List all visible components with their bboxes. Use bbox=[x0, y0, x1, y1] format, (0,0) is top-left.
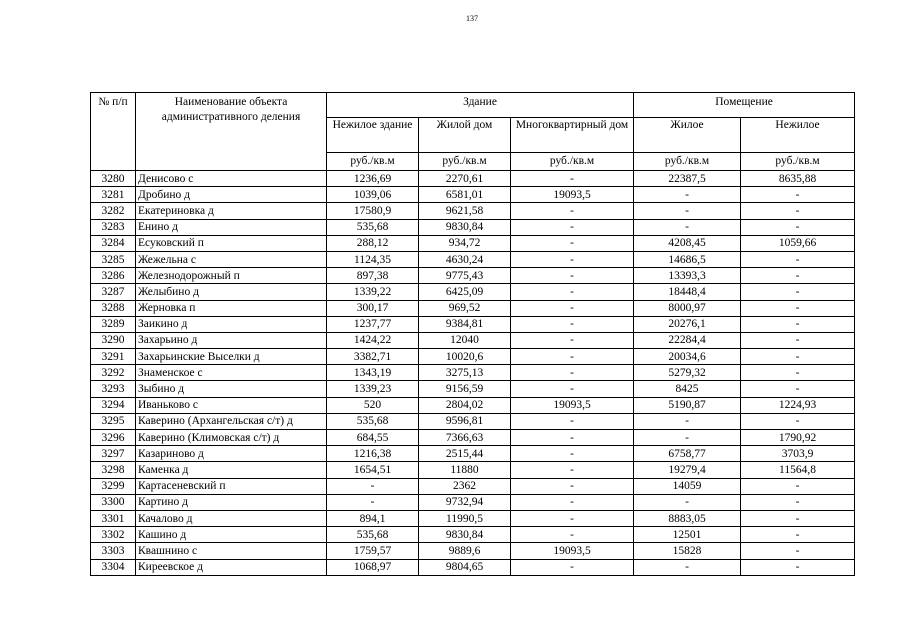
row-number: 3283 bbox=[91, 219, 136, 235]
residential-premises-value: 20034,6 bbox=[634, 349, 741, 365]
nonresidential-premises-value: - bbox=[741, 478, 855, 494]
settlement-name: Знаменское с bbox=[136, 365, 327, 381]
apartment-building-value: - bbox=[511, 478, 634, 494]
settlement-name: Екатериновка д bbox=[136, 203, 327, 219]
residential-house-value: 6425,09 bbox=[419, 284, 511, 300]
header-group-premises: Помещение bbox=[634, 93, 855, 118]
nonresidential-premises-value: 8635,88 bbox=[741, 171, 855, 187]
table-row bbox=[91, 251, 855, 267]
nonresidential-building-value: 1068,97 bbox=[327, 559, 419, 575]
apartment-building-value: - bbox=[511, 251, 634, 267]
row-number: 3299 bbox=[91, 478, 136, 494]
apartment-building-value: - bbox=[511, 284, 634, 300]
header-residential-premises: Жилое bbox=[634, 118, 741, 153]
nonresidential-premises-value: 3703,9 bbox=[741, 446, 855, 462]
table-row bbox=[91, 430, 855, 446]
nonresidential-building-value: 1339,23 bbox=[327, 381, 419, 397]
residential-premises-value: 12501 bbox=[634, 527, 741, 543]
nonresidential-premises-value: - bbox=[741, 543, 855, 559]
nonresidential-premises-value: 1790,92 bbox=[741, 430, 855, 446]
nonresidential-premises-value: - bbox=[741, 203, 855, 219]
residential-house-value: 11990,5 bbox=[419, 510, 511, 526]
residential-house-value: 2270,61 bbox=[419, 171, 511, 187]
settlement-name: Кашино д bbox=[136, 527, 327, 543]
settlement-name: Енино д bbox=[136, 219, 327, 235]
settlement-name: Желыбино д bbox=[136, 284, 327, 300]
row-number: 3300 bbox=[91, 494, 136, 510]
residential-premises-value: 20276,1 bbox=[634, 316, 741, 332]
table-row bbox=[91, 543, 855, 559]
table-row bbox=[91, 203, 855, 219]
table-row bbox=[91, 349, 855, 365]
nonresidential-building-value: 1124,35 bbox=[327, 251, 419, 267]
settlement-name: Качалово д bbox=[136, 510, 327, 526]
nonresidential-building-value: 684,55 bbox=[327, 430, 419, 446]
nonresidential-building-value: 1759,57 bbox=[327, 543, 419, 559]
table-row bbox=[91, 397, 855, 413]
row-number: 3288 bbox=[91, 300, 136, 316]
settlement-name: Каверино (Архангельская с/т) д bbox=[136, 413, 327, 429]
header-name: Наименование объекта административного деления bbox=[136, 93, 327, 171]
row-number: 3298 bbox=[91, 462, 136, 478]
settlement-name: Жежельна с bbox=[136, 251, 327, 267]
residential-premises-value: 13393,3 bbox=[634, 268, 741, 284]
residential-house-value: 3275,13 bbox=[419, 365, 511, 381]
nonresidential-building-value: 894,1 bbox=[327, 510, 419, 526]
settlement-name: Есуковский п bbox=[136, 235, 327, 251]
residential-house-value: 9889,6 bbox=[419, 543, 511, 559]
row-number: 3290 bbox=[91, 332, 136, 348]
row-number: 3304 bbox=[91, 559, 136, 575]
apartment-building-value: - bbox=[511, 171, 634, 187]
row-number: 3287 bbox=[91, 284, 136, 300]
row-number: 3284 bbox=[91, 235, 136, 251]
residential-premises-value: 14686,5 bbox=[634, 251, 741, 267]
page-number: 137 bbox=[466, 14, 478, 23]
residential-house-value: 9596,81 bbox=[419, 413, 511, 429]
nonresidential-premises-value: - bbox=[741, 510, 855, 526]
residential-premises-value: - bbox=[634, 187, 741, 203]
table-row bbox=[91, 462, 855, 478]
nonresidential-building-value: 520 bbox=[327, 397, 419, 413]
nonresidential-premises-value: - bbox=[741, 332, 855, 348]
residential-premises-value: - bbox=[634, 430, 741, 446]
table-row bbox=[91, 284, 855, 300]
table-row bbox=[91, 381, 855, 397]
settlement-name: Зыбино д bbox=[136, 381, 327, 397]
nonresidential-building-value: 1654,51 bbox=[327, 462, 419, 478]
nonresidential-building-value: 288,12 bbox=[327, 235, 419, 251]
table-row bbox=[91, 171, 855, 187]
apartment-building-value: - bbox=[511, 413, 634, 429]
residential-house-value: 11880 bbox=[419, 462, 511, 478]
residential-premises-value: 4208,45 bbox=[634, 235, 741, 251]
nonresidential-building-value: 1237,77 bbox=[327, 316, 419, 332]
settlement-name: Квашнино с bbox=[136, 543, 327, 559]
residential-house-value: 2804,02 bbox=[419, 397, 511, 413]
row-number: 3292 bbox=[91, 365, 136, 381]
row-number: 3293 bbox=[91, 381, 136, 397]
residential-premises-value: 5279,32 bbox=[634, 365, 741, 381]
apartment-building-value: - bbox=[511, 316, 634, 332]
row-number: 3302 bbox=[91, 527, 136, 543]
residential-premises-value: - bbox=[634, 413, 741, 429]
apartment-building-value: - bbox=[511, 300, 634, 316]
nonresidential-premises-value: - bbox=[741, 187, 855, 203]
nonresidential-premises-value: - bbox=[741, 268, 855, 284]
cadastral-value-table bbox=[90, 92, 855, 576]
apartment-building-value: - bbox=[511, 559, 634, 575]
residential-premises-value: 22387,5 bbox=[634, 171, 741, 187]
table-row bbox=[91, 510, 855, 526]
apartment-building-value: - bbox=[511, 381, 634, 397]
settlement-name: Жерновка п bbox=[136, 300, 327, 316]
table-row bbox=[91, 316, 855, 332]
residential-premises-value: 8000,97 bbox=[634, 300, 741, 316]
apartment-building-value: - bbox=[511, 527, 634, 543]
residential-premises-value: 14059 bbox=[634, 478, 741, 494]
nonresidential-premises-value: - bbox=[741, 316, 855, 332]
settlement-name: Картасеневский п bbox=[136, 478, 327, 494]
residential-house-value: 9621,58 bbox=[419, 203, 511, 219]
row-number: 3291 bbox=[91, 349, 136, 365]
apartment-building-value: - bbox=[511, 446, 634, 462]
residential-premises-value: - bbox=[634, 494, 741, 510]
apartment-building-value: - bbox=[511, 332, 634, 348]
residential-house-value: 969,52 bbox=[419, 300, 511, 316]
nonresidential-premises-value: 1224,93 bbox=[741, 397, 855, 413]
residential-premises-value: 6758,77 bbox=[634, 446, 741, 462]
header-unit: руб./кв.м bbox=[741, 153, 855, 171]
settlement-name: Захарьинские Выселки д bbox=[136, 349, 327, 365]
apartment-building-value: - bbox=[511, 219, 634, 235]
residential-premises-value: - bbox=[634, 203, 741, 219]
nonresidential-building-value: - bbox=[327, 478, 419, 494]
residential-premises-value: 8425 bbox=[634, 381, 741, 397]
row-number: 3280 bbox=[91, 171, 136, 187]
residential-premises-value: - bbox=[634, 559, 741, 575]
nonresidential-building-value: - bbox=[327, 494, 419, 510]
nonresidential-building-value: 1236,69 bbox=[327, 171, 419, 187]
row-number: 3285 bbox=[91, 251, 136, 267]
nonresidential-premises-value: - bbox=[741, 527, 855, 543]
row-number: 3281 bbox=[91, 187, 136, 203]
residential-house-value: 9775,43 bbox=[419, 268, 511, 284]
apartment-building-value: - bbox=[511, 268, 634, 284]
residential-premises-value: 22284,4 bbox=[634, 332, 741, 348]
residential-premises-value: - bbox=[634, 219, 741, 235]
apartment-building-value: - bbox=[511, 365, 634, 381]
residential-premises-value: 5190,87 bbox=[634, 397, 741, 413]
nonresidential-building-value: 897,38 bbox=[327, 268, 419, 284]
table-row bbox=[91, 527, 855, 543]
table-row bbox=[91, 446, 855, 462]
nonresidential-building-value: 1424,22 bbox=[327, 332, 419, 348]
header-unit: руб./кв.м bbox=[327, 153, 419, 171]
apartment-building-value: 19093,5 bbox=[511, 397, 634, 413]
nonresidential-building-value: 1216,38 bbox=[327, 446, 419, 462]
residential-house-value: 2515,44 bbox=[419, 446, 511, 462]
settlement-name: Каменка д bbox=[136, 462, 327, 478]
table-row bbox=[91, 219, 855, 235]
nonresidential-building-value: 300,17 bbox=[327, 300, 419, 316]
nonresidential-building-value: 3382,71 bbox=[327, 349, 419, 365]
table-body bbox=[91, 171, 855, 576]
settlement-name: Захарьино д bbox=[136, 332, 327, 348]
header-num: № п/п bbox=[91, 93, 136, 171]
table-row bbox=[91, 187, 855, 203]
table-row bbox=[91, 235, 855, 251]
row-number: 3282 bbox=[91, 203, 136, 219]
nonresidential-premises-value: - bbox=[741, 413, 855, 429]
settlement-name: Денисово с bbox=[136, 171, 327, 187]
table-row bbox=[91, 413, 855, 429]
nonresidential-premises-value: - bbox=[741, 219, 855, 235]
nonresidential-premises-value: - bbox=[741, 300, 855, 316]
table-row bbox=[91, 300, 855, 316]
residential-house-value: 9804,65 bbox=[419, 559, 511, 575]
apartment-building-value: - bbox=[511, 494, 634, 510]
nonresidential-premises-value: - bbox=[741, 251, 855, 267]
table-row bbox=[91, 478, 855, 494]
nonresidential-building-value: 1343,19 bbox=[327, 365, 419, 381]
apartment-building-value: - bbox=[511, 235, 634, 251]
apartment-building-value: - bbox=[511, 510, 634, 526]
table-row bbox=[91, 332, 855, 348]
nonresidential-building-value: 535,68 bbox=[327, 219, 419, 235]
residential-house-value: 12040 bbox=[419, 332, 511, 348]
nonresidential-premises-value: 11564,8 bbox=[741, 462, 855, 478]
table-row bbox=[91, 559, 855, 575]
apartment-building-value: 19093,5 bbox=[511, 187, 634, 203]
residential-house-value: 9384,81 bbox=[419, 316, 511, 332]
row-number: 3289 bbox=[91, 316, 136, 332]
residential-house-value: 9732,94 bbox=[419, 494, 511, 510]
apartment-building-value: - bbox=[511, 203, 634, 219]
settlement-name: Иваньково с bbox=[136, 397, 327, 413]
residential-house-value: 9156,59 bbox=[419, 381, 511, 397]
header-apartment-building: Многоквартирный дом bbox=[511, 118, 634, 153]
nonresidential-premises-value: - bbox=[741, 381, 855, 397]
row-number: 3303 bbox=[91, 543, 136, 559]
row-number: 3296 bbox=[91, 430, 136, 446]
header-nonresidential-building: Нежилое здание bbox=[327, 118, 419, 153]
row-number: 3295 bbox=[91, 413, 136, 429]
apartment-building-value: - bbox=[511, 462, 634, 478]
nonresidential-premises-value: - bbox=[741, 284, 855, 300]
nonresidential-premises-value: - bbox=[741, 559, 855, 575]
settlement-name: Дробино д bbox=[136, 187, 327, 203]
residential-premises-value: 15828 bbox=[634, 543, 741, 559]
settlement-name: Казариново д bbox=[136, 446, 327, 462]
nonresidential-building-value: 535,68 bbox=[327, 527, 419, 543]
residential-house-value: 9830,84 bbox=[419, 219, 511, 235]
nonresidential-building-value: 1339,22 bbox=[327, 284, 419, 300]
nonresidential-premises-value: - bbox=[741, 494, 855, 510]
table-row bbox=[91, 494, 855, 510]
header-residential-house: Жилой дом bbox=[419, 118, 511, 153]
table-row bbox=[91, 365, 855, 381]
residential-house-value: 4630,24 bbox=[419, 251, 511, 267]
apartment-building-value: - bbox=[511, 349, 634, 365]
residential-house-value: 2362 bbox=[419, 478, 511, 494]
residential-house-value: 10020,6 bbox=[419, 349, 511, 365]
row-number: 3297 bbox=[91, 446, 136, 462]
nonresidential-premises-value: - bbox=[741, 365, 855, 381]
nonresidential-premises-value: - bbox=[741, 349, 855, 365]
header-unit: руб./кв.м bbox=[634, 153, 741, 171]
apartment-building-value: 19093,5 bbox=[511, 543, 634, 559]
nonresidential-premises-value: 1059,66 bbox=[741, 235, 855, 251]
settlement-name: Киреевское д bbox=[136, 559, 327, 575]
nonresidential-building-value: 17580,9 bbox=[327, 203, 419, 219]
header-group-building: Здание bbox=[327, 93, 634, 118]
residential-premises-value: 19279,4 bbox=[634, 462, 741, 478]
nonresidential-building-value: 1039,06 bbox=[327, 187, 419, 203]
table-row bbox=[91, 268, 855, 284]
residential-premises-value: 18448,4 bbox=[634, 284, 741, 300]
residential-house-value: 7366,63 bbox=[419, 430, 511, 446]
row-number: 3301 bbox=[91, 510, 136, 526]
residential-premises-value: 8883,05 bbox=[634, 510, 741, 526]
settlement-name: Каверино (Климовская с/т) д bbox=[136, 430, 327, 446]
row-number: 3294 bbox=[91, 397, 136, 413]
row-number: 3286 bbox=[91, 268, 136, 284]
header-nonresidential-premises: Нежилое bbox=[741, 118, 855, 153]
header-unit: руб./кв.м bbox=[511, 153, 634, 171]
apartment-building-value: - bbox=[511, 430, 634, 446]
nonresidential-building-value: 535,68 bbox=[327, 413, 419, 429]
settlement-name: Картино д bbox=[136, 494, 327, 510]
header-unit: руб./кв.м bbox=[419, 153, 511, 171]
settlement-name: Заикино д bbox=[136, 316, 327, 332]
table-header bbox=[91, 93, 855, 171]
residential-house-value: 6581,01 bbox=[419, 187, 511, 203]
residential-house-value: 9830,84 bbox=[419, 527, 511, 543]
settlement-name: Железнодорожный п bbox=[136, 268, 327, 284]
residential-house-value: 934,72 bbox=[419, 235, 511, 251]
